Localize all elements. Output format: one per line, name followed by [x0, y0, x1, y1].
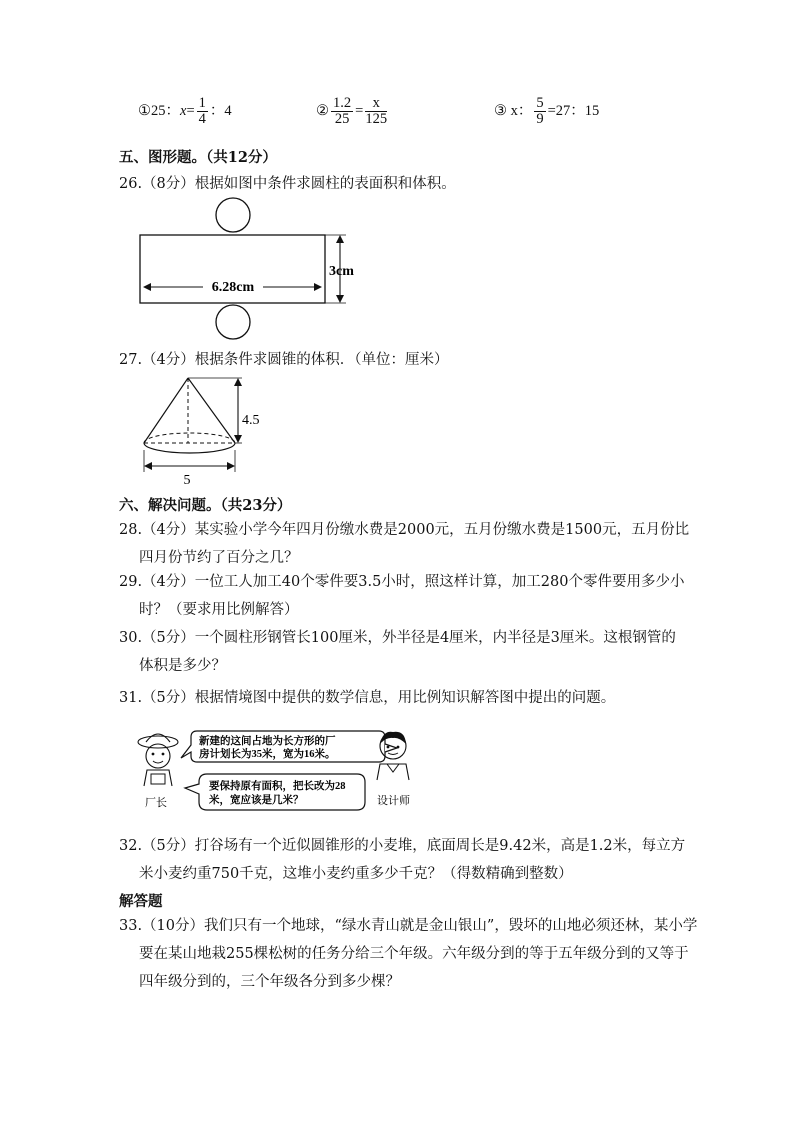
eq1-numerator: 1 [198, 95, 206, 111]
cone-height-label: 4.5 [242, 413, 260, 428]
question-32 [119, 834, 685, 886]
eq1-prefix: 25： [151, 103, 180, 120]
bottom-circle [216, 305, 250, 339]
bubble-2-line-2: 米，宽应该是几米？ [209, 795, 304, 806]
bubble-1-line-1: 新建的这间占地为长方形的厂 [199, 736, 336, 747]
width-arrow-left-head [143, 283, 151, 291]
equation-1 [138, 96, 232, 127]
eq2-numerator-left: 1.2 [333, 95, 352, 111]
question-32-line-1: 32.（5分）打谷场有一个近似圆锥形的小麦堆，底面周长是9.42米，高是1.2米，每立方 [119, 838, 686, 854]
question-33-line-1: 33.（10分）我们只有一个地球，“绿水青山就是金山银山”，毁坏的山地必须还林，某小学 [119, 918, 698, 934]
question-29-line-2: 时？（要求用比例解答） [139, 602, 299, 618]
top-circle [216, 198, 250, 232]
eq1-equals: = [186, 103, 195, 120]
eq2-denominator-left: 25 [334, 111, 350, 128]
height-label: 3cm [329, 264, 354, 279]
eq3-prefix: x： [510, 103, 533, 120]
cone-base-back [144, 433, 235, 443]
question-27: 27.（4分）根据条件求圆锥的体积．（单位：厘米） [119, 352, 449, 368]
circled-number-3: ③ [494, 103, 507, 120]
question-33 [119, 914, 697, 994]
question-33-line-3: 四年级分到的，三个年级各分到多少棵？ [139, 974, 400, 990]
question-30-line-2: 体积是多少？ [139, 658, 226, 674]
circled-number-2: ② [316, 103, 329, 120]
cone-diagram [138, 372, 278, 490]
height-arrow-top-head [336, 235, 344, 243]
scene-illustration [135, 728, 425, 820]
factory-director-label: 厂长 [145, 797, 167, 809]
eq1-denominator: 4 [198, 111, 206, 128]
eq3-denominator: 9 [536, 111, 544, 128]
question-28 [119, 518, 689, 570]
cone-left-edge [144, 378, 188, 443]
eq3-numerator: 5 [536, 95, 544, 111]
bubble-1-line-2: 房计划长为35米，宽为16米。 [199, 749, 336, 760]
question-29-line-1: 29.（4分）一位工人加工40个零件要3.5小时，照这样计算，加工280个零件要用多少小 [119, 574, 685, 590]
eq2-fraction-right [365, 96, 387, 127]
eq2-numerator-right: x [365, 96, 387, 112]
eq1-fraction [197, 96, 208, 127]
question-28-line-2: 四月份节约了百分之几？ [139, 550, 299, 566]
cone-right-edge [188, 378, 235, 443]
question-33-line-2: 要在某山地栽255棵松树的任务分给三个年级。六年级分到的等于五年级分到的又等于 [139, 946, 689, 962]
height-arrow-bottom-head [336, 295, 344, 303]
width-label: 6.28cm [211, 280, 255, 295]
section-6-title: 六、解决问题。（共23分） [119, 497, 292, 514]
equation-3 [494, 96, 599, 127]
question-31: 31.（5分）根据情境图中提供的数学信息，用比例知识解答图中提出的问题。 [119, 690, 616, 706]
factory-director-figure [138, 734, 178, 786]
section-5-title: 五、图形题。（共12分） [119, 149, 277, 166]
eq2-fraction-left [331, 96, 353, 127]
equation-2 [316, 96, 389, 127]
eq1-variable: x [180, 103, 187, 120]
question-28-line-1: 28.（4分）某实验小学今年四月份缴水费是2000元，五月份缴水费是1500元，五月份比 [119, 522, 690, 538]
speech-bubble-1 [181, 731, 397, 762]
question-29 [119, 570, 684, 622]
bubble-2-line-1: 要保持原有面积，把长改为28 [209, 781, 346, 792]
width-arrow-right-head [314, 283, 322, 291]
designer-label: 设计师 [377, 795, 410, 807]
cone-base-front [144, 443, 235, 453]
eq3-suffix: =27：15 [547, 103, 600, 120]
eq3-fraction [534, 96, 545, 127]
cone-diameter-label: 5 [183, 473, 191, 488]
eq1-suffix: ：4 [209, 103, 232, 120]
eq2-equals: = [355, 103, 364, 120]
question-30 [119, 626, 676, 678]
eq2-denominator-right: 125 [365, 111, 388, 128]
section-7-title: 解答题 [119, 893, 163, 910]
speech-bubble-2 [185, 774, 365, 810]
cylinder-net-diagram [135, 195, 365, 343]
question-32-line-2: 米小麦约重750千克，这堆小麦约重多少千克？（得数精确到整数） [139, 866, 573, 882]
question-30-line-1: 30.（5分）一个圆柱形钢管长100厘米，外半径是4厘米，内半径是3厘米。这根钢管的 [119, 630, 676, 646]
question-26: 26.（8分）根据如图中条件求圆柱的表面积和体积。 [119, 176, 456, 192]
circled-number-1: ① [138, 103, 151, 120]
